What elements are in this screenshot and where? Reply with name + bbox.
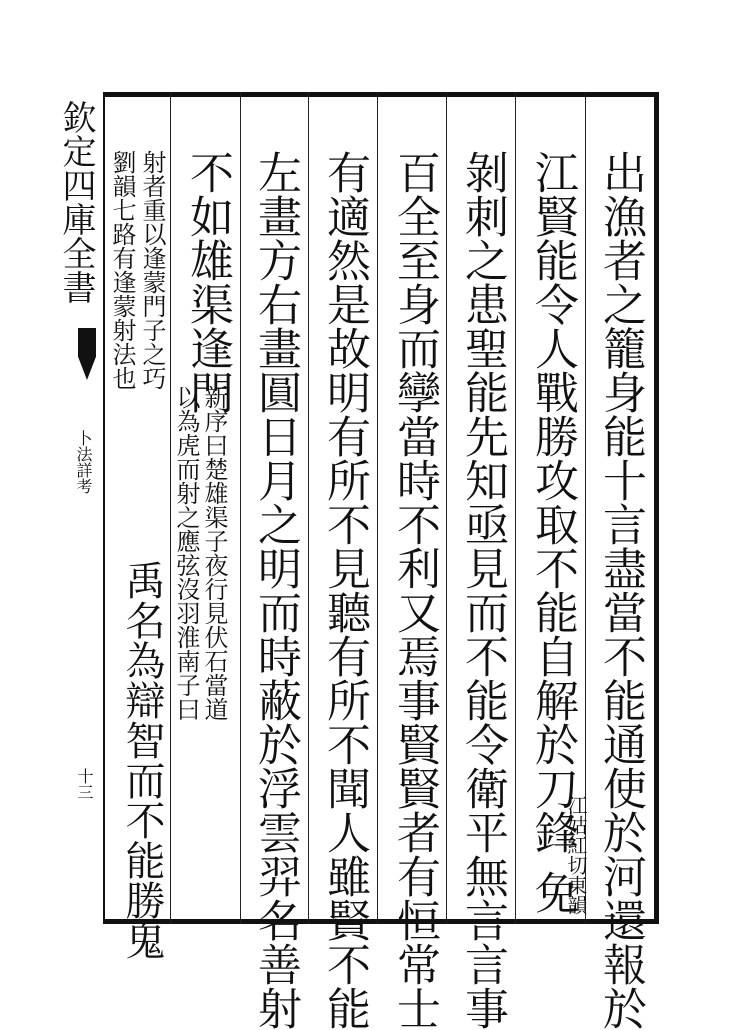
fish-tail-mark [78, 328, 96, 380]
annotation-column-8a: 以為虎而射之應弦沒羽淮南子曰 [172, 385, 200, 721]
column-rule [240, 92, 241, 924]
column-rule [308, 92, 309, 924]
text-column-2: 江賢能令人戰勝攻取不能自解於刀鋒 [527, 150, 578, 854]
annotation-text: 江姑紅切東韻 [564, 795, 588, 915]
text-column-4: 百全至身而孿當時不利又焉事賢賢者有恒常士 [389, 150, 440, 1030]
text-column-1: 出漁者之籠身能十言盡當不能通使於河還報於 [595, 150, 646, 1030]
column-rule [446, 92, 447, 924]
column-rule [515, 92, 516, 924]
annotation-column-8b: 射者重以逢蒙門子之巧 [138, 150, 166, 390]
annotation-column-9: 劉韻七路有逢蒙射法也 [108, 150, 136, 390]
text-column-6: 左畫方右畫圓日月之明而時蔽於浮雲羿名善射 [250, 150, 301, 1030]
chapter-title: 卜法詳考 [74, 430, 93, 494]
text-column-8-tail: 禹名為辯智而不能勝鬼 [119, 560, 165, 960]
annotation-column-7: 新序曰楚雄渠子夜行見伏石當道 [200, 385, 228, 721]
text-column-3: 剝刺之患聖能先知亟見而不能令衛平無言言事 [457, 150, 508, 1030]
page-number: 十三 [75, 768, 94, 800]
text-column-7: 不如雄渠逢門 [182, 150, 233, 414]
column-rule [377, 92, 378, 924]
book-title: 欽定四庫全書 [56, 100, 96, 304]
text-column-2-tail: 免 [527, 870, 578, 914]
text-column-5: 有適然是故明有所不見聽有所不聞人雖賢不能 [319, 150, 370, 1030]
